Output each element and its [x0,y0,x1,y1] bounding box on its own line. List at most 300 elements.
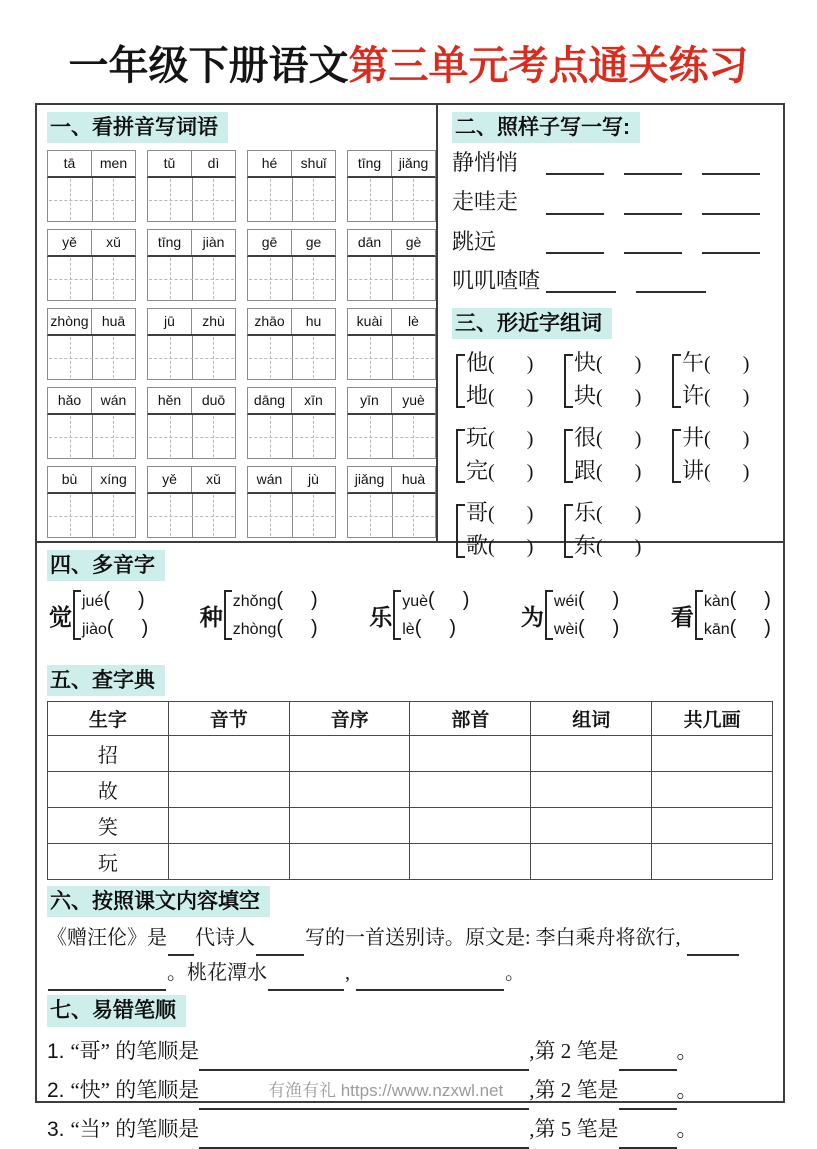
similar-char-pair [456,422,564,488]
writing-grid [247,178,336,222]
table-empty-cell [410,772,531,808]
section-stroke-order [37,991,783,1148]
reading-line [82,615,148,643]
answer-blank [619,1089,677,1110]
paren-close: ) [311,617,318,640]
table-empty-cell [168,808,289,844]
polyphonic-group [671,587,771,643]
paren-close: ) [634,536,642,559]
stroke-order-rows [47,1032,773,1149]
writing-grid [247,336,336,380]
pinyin-syllable: jù [308,471,319,488]
similar-char-pair [564,422,672,488]
answer-blank [624,211,682,215]
pinyin-syllables [147,229,236,257]
table-empty-cell [652,772,773,808]
pinyin-word-box [47,229,136,301]
grid-dashed-line [249,516,334,517]
bracket [564,504,573,558]
pair-line [466,497,533,530]
grid-dashed-line [149,516,234,517]
pinyin-syllable: ge [305,234,322,251]
pinyin-syllable: hé [248,151,292,176]
pinyin-syllable: jū [148,309,192,334]
pair-line [682,422,749,455]
table-empty-cell [531,772,652,808]
paren-open: ( [276,589,284,612]
pair-line [574,530,641,563]
table-column-header: 组词 [531,702,652,736]
answer-blank [546,250,604,254]
row-text: 的笔顺是 [110,1116,200,1141]
row-text: 的笔顺是 [110,1038,200,1063]
pinyin-word-box [147,308,236,380]
pair-char: 快 [574,350,597,376]
table-char-cell: 玩 [48,844,169,880]
table-column-header: 音节 [168,702,289,736]
table-empty-cell [531,844,652,880]
page-title-red: 第三单元考点通关练习 [348,44,749,88]
grid-dashed-line [149,358,234,359]
pinyin-word-box [247,150,336,222]
pair-char: 歌 [466,533,489,559]
pinyin-syllables [47,308,136,336]
reading-pinyin: kān [703,621,730,639]
row-number: 1. [47,1039,71,1063]
paren-close: ) [742,386,750,409]
answer-blank [546,171,604,175]
pinyin-syllables [247,387,336,415]
reading-pinyin: jiào [82,621,107,639]
paren-open: ( [577,617,585,640]
paren-open: ( [704,461,711,484]
paren-open: ( [106,617,114,640]
pinyin-syllable: lè [408,313,419,330]
paren-open: ( [596,428,603,451]
readings [402,587,469,643]
paren-close: ) [141,617,149,640]
grid-dashed-line [249,437,334,438]
pinyin-word-box [147,466,236,538]
pinyin-syllables [247,150,336,178]
reading-pinyin: wéi [553,593,578,611]
pinyin-syllables [147,308,236,336]
pinyin-word-box [47,150,136,222]
pinyin-word-box [347,150,436,222]
writing-grid [147,415,236,459]
paren-close: ) [526,353,534,376]
paren-open: ( [414,617,422,640]
similar-char-pair [564,347,672,413]
section4-heading: 四、多音字 [47,550,165,581]
answer-blank [268,970,344,991]
pinyin-row [47,387,436,459]
writing-grid [47,257,136,301]
pinyin-syllable: xīn [304,392,323,409]
pinyin-syllable: jiǎng [398,155,429,172]
paren-close: ) [526,386,534,409]
grid-dashed-line [249,358,334,359]
table-empty-cell [289,736,410,772]
readings [704,587,771,643]
polyphonic-group [49,587,148,643]
paren-open: ( [488,386,495,409]
section7-heading: 七、易错笔顺 [47,995,186,1026]
paragraph-text: 。桃花潭水 [167,962,267,985]
copy-example-row [452,269,780,293]
pinyin-word-box [247,308,336,380]
pair-line [574,455,641,488]
watermark: 有渔有礼 https://www.nzxwl.net [268,1081,504,1100]
pinyin-syllables [247,308,336,336]
writing-grid [147,336,236,380]
paragraph-text: , [345,962,355,985]
pinyin-syllables [347,229,436,257]
writing-grid [47,494,136,538]
paren-close: ) [634,428,642,451]
pinyin-syllable: gē [248,230,292,255]
answer-blank [546,211,604,215]
answer-blank [546,289,616,293]
pinyin-word-box [147,229,236,301]
writing-grid [247,494,336,538]
section1-heading: 一、看拼音写词语 [47,112,228,143]
pair-rows [466,497,533,563]
pinyin-syllable: jiàn [202,234,225,251]
pair-char: 哥 [466,500,489,526]
pinyin-word-box [247,229,336,301]
polyphonic-char: 为 [520,604,544,630]
reading-pinyin: zhǒng [232,593,277,611]
paren-close: ) [634,353,642,376]
pinyin-syllable: dāng [248,388,292,413]
paren-open: ( [488,536,495,559]
grid-dashed-line [349,358,434,359]
right-column [438,105,790,559]
answer-blank [256,935,304,956]
pair-char: 井 [682,425,705,451]
bracket [672,429,681,483]
pair-line [574,380,641,413]
pinyin-syllable: tīng [348,151,392,176]
pinyin-syllable: zhòng [48,309,92,334]
pair-char: 地 [466,383,489,409]
pinyin-syllable: men [99,155,128,172]
readings [233,587,318,643]
answer-blank [619,1128,677,1149]
bracket [545,590,553,640]
section3-heading: 三、形近字组词 [452,308,612,339]
paren-open: ( [704,386,711,409]
pair-char: 玩 [466,425,489,451]
table-column-header: 生字 [48,702,169,736]
answer-blank [702,250,760,254]
pinyin-syllable: hu [305,313,322,330]
grid-dashed-line [49,437,134,438]
table-empty-cell [168,736,289,772]
paren-close: ) [634,503,642,526]
example-word: 走哇走 [452,189,519,215]
writing-grid [347,178,436,222]
writing-grid [147,178,236,222]
writing-grid [47,178,136,222]
grid-dashed-line [249,200,334,201]
paren-close: ) [764,589,771,612]
example-word: 叽叽喳喳 [452,267,541,293]
pinyin-row [47,308,436,380]
grid-dashed-line [149,200,234,201]
paren-close: ) [526,461,534,484]
answer-blank [199,1050,529,1071]
row-text: 。 [676,1077,698,1102]
pinyin-syllable: yīn [348,388,392,413]
paren-close: ) [612,617,620,640]
pinyin-syllable: xíng [100,471,127,488]
pair-rows [682,422,749,488]
row-text: ,第 5 笔是 [529,1116,619,1141]
fill-blank-paragraph [47,921,773,991]
paren-close: ) [634,386,642,409]
grid-dashed-line [349,200,434,201]
example-word: 跳远 [452,228,497,254]
pinyin-syllable: hǎo [48,388,92,413]
pinyin-syllables [247,229,336,257]
bracket [564,354,573,408]
table-empty-cell [531,736,652,772]
grid-dashed-line [249,279,334,280]
pinyin-syllable: zhāo [248,309,292,334]
pair-char: 块 [574,383,597,409]
row-text: 。 [676,1038,698,1063]
pinyin-syllable: xǔ [206,471,221,488]
paragraph-text: 写的一首送别诗。原文是: 李白乘舟将欲行, [305,927,686,950]
bracket [73,590,81,640]
pair-char: 乐 [574,500,597,526]
grid-dashed-line [49,358,134,359]
paren-open: ( [596,353,603,376]
pinyin-syllable: xǔ [106,234,121,251]
pinyin-word-box [147,387,236,459]
pair-rows [574,422,641,488]
paren-open: ( [488,461,495,484]
grid-dashed-line [49,279,134,280]
pair-rows [466,347,533,413]
pinyin-syllables [347,387,436,415]
paren-open: ( [488,503,495,526]
table-empty-cell [289,772,410,808]
reading-line [554,615,619,643]
pinyin-syllable: huā [101,313,126,330]
grid-dashed-line [49,200,134,201]
pinyin-syllables [47,387,136,415]
pinyin-word-box [47,387,136,459]
pair-line [466,347,533,380]
pinyin-word-box [347,308,436,380]
pair-rows [574,497,641,563]
table-empty-cell [531,808,652,844]
table-empty-cell [410,808,531,844]
answer-blank [168,935,194,956]
table-empty-cell [410,736,531,772]
paren-open: ( [729,617,737,640]
writing-grid [247,257,336,301]
paren-close: ) [449,617,457,640]
pinyin-syllables [47,466,136,494]
reading-pinyin: jué [82,593,104,611]
table-row [48,844,773,880]
pair-line [466,422,533,455]
reading-line [554,587,619,615]
pinyin-syllable: hěn [148,388,192,413]
reading-pinyin: wèi [553,621,578,639]
pair-char: 很 [574,425,597,451]
writing-grid [147,494,236,538]
paragraph-text: 代诗人 [195,927,255,950]
pinyin-syllable: wán [248,467,292,492]
paren-close: ) [742,428,750,451]
pair-char: 跟 [574,458,597,484]
table-column-header: 部首 [410,702,531,736]
paren-open: ( [704,428,711,451]
reading-pinyin: zhòng [232,621,277,639]
paren-open: ( [577,589,585,612]
bracket [672,354,681,408]
paragraph-text: 。 [505,962,525,985]
paren-close: ) [311,589,318,612]
quoted-char: “当” [70,1116,111,1141]
pinyin-word-box [247,387,336,459]
pair-char: 他 [466,350,489,376]
paren-open: ( [488,428,495,451]
stroke-order-row [47,1110,773,1149]
paren-close: ) [742,353,750,376]
reading-pinyin: kàn [703,593,730,611]
section5-heading: 五、查字典 [47,665,165,696]
section-fill-blanks [37,880,783,991]
pinyin-syllable: tā [48,151,92,176]
pair-char: 许 [682,383,705,409]
example-word: 静悄悄 [452,150,519,176]
readings [554,587,619,643]
writing-grid [47,415,136,459]
stroke-order-row [47,1071,773,1110]
pinyin-syllable: duō [201,392,226,409]
similar-char-pair [564,497,672,563]
table-empty-cell [289,844,410,880]
similar-char-pair [672,347,780,413]
answer-blank [702,211,760,215]
polyphonic-char: 看 [670,604,694,630]
paren-close: ) [138,589,145,612]
stroke-order-row [47,1032,773,1071]
pair-line [466,455,533,488]
table-char-cell: 故 [48,772,169,808]
table-empty-cell [289,808,410,844]
polyphonic-char: 种 [199,604,223,630]
grid-dashed-line [149,279,234,280]
pinyin-row [47,466,436,538]
section2-heading: 二、照样子写一写: [452,112,640,143]
dictionary-table [47,701,773,880]
paren-close: ) [462,589,470,612]
writing-grid [347,336,436,380]
pair-rows [574,347,641,413]
top-area [37,105,783,559]
pinyin-word-box [347,229,436,301]
dictionary-table-body [48,736,773,880]
similar-char-pair [456,497,564,563]
table-empty-cell [168,844,289,880]
reading-pinyin: yuè [402,593,429,611]
copy-example-rows [452,151,780,293]
writing-grid [347,257,436,301]
pinyin-syllable: bù [48,467,92,492]
pinyin-syllable: dì [207,155,220,172]
similar-char-pairs [452,347,780,563]
grid-dashed-line [349,279,434,280]
worksheet-frame [35,103,785,1141]
answer-blank [199,1128,529,1149]
bracket [695,590,703,640]
section-pinyin-words [37,105,438,541]
pair-line [574,497,641,530]
table-empty-cell [652,844,773,880]
section-dictionary [37,661,783,880]
pinyin-word-box [347,466,436,538]
pinyin-word-box [47,466,136,538]
pinyin-syllable: jiǎng [348,467,392,492]
pair-char: 讲 [682,458,705,484]
table-row [48,736,773,772]
pinyin-syllable: shuǐ [300,155,327,172]
table-empty-cell [652,808,773,844]
polyphonic-char: 觉 [49,604,72,630]
answer-blank [636,289,706,293]
table-column-header: 共几画 [652,702,773,736]
pair-line [466,530,533,563]
table-char-cell: 笑 [48,808,169,844]
reading-line [233,615,318,643]
pinyin-syllable: tǔ [148,151,192,176]
copy-example-row [452,151,780,175]
bracket [456,504,465,558]
pinyin-word-box [247,466,336,538]
polyphonic-groups [47,587,773,643]
paren-close: ) [526,503,534,526]
paren-open: ( [729,589,737,612]
pinyin-row [47,150,436,222]
pinyin-syllables [347,150,436,178]
copy-example-row [452,190,780,214]
paren-close: ) [742,461,750,484]
pair-line [682,455,749,488]
pinyin-syllables [47,229,136,257]
pinyin-syllables [47,150,136,178]
pinyin-syllable: dān [348,230,392,255]
paren-close: ) [526,428,534,451]
answer-blank [687,935,739,956]
pair-rows [466,422,533,488]
paren-open: ( [428,589,435,612]
similar-char-pair [456,347,564,413]
bracket [393,590,401,640]
page-title [0,34,817,91]
table-header-row [48,702,773,736]
polyphonic-group [369,587,469,643]
paren-close: ) [526,536,534,559]
pinyin-word-box [347,387,436,459]
paren-open: ( [488,353,495,376]
